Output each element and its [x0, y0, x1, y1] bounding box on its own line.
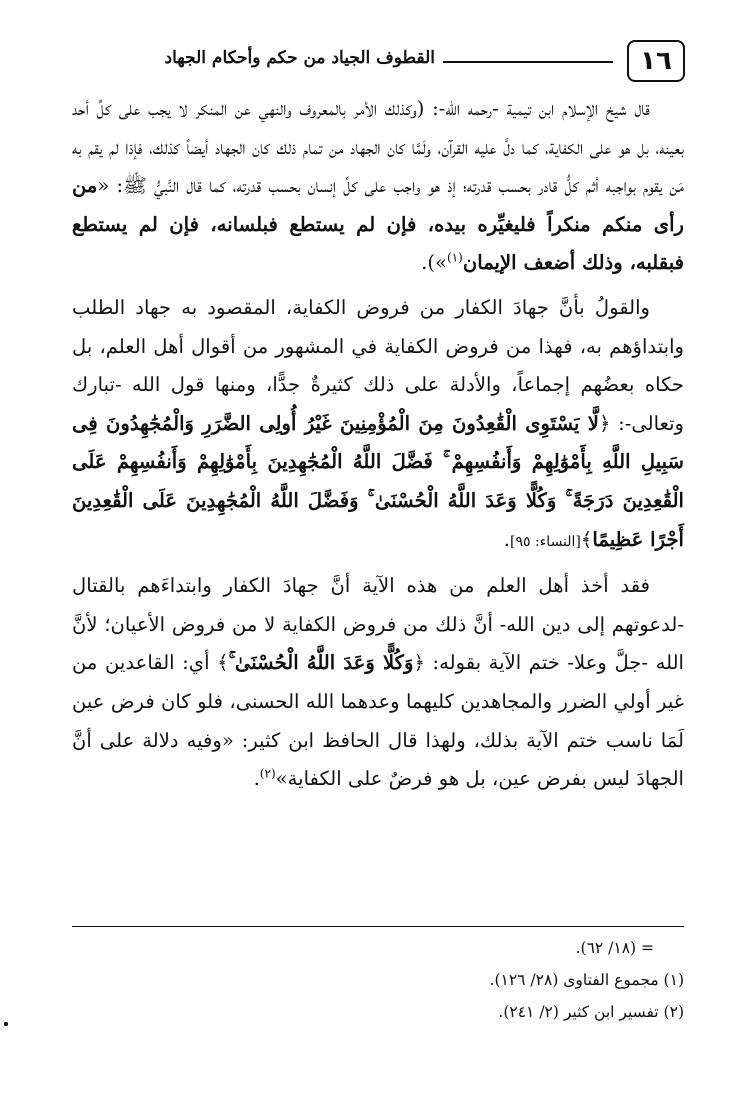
running-title: القطوف الجياد من حكم وأحكام الجهاد — [164, 48, 435, 68]
text-run: والقولُ بأنَّ جهادَ الكفار من فروض الكفاية، المقصود به جهاد الطلب وابتداؤهم به، فهذا من فروض الكفاية في المشهور من أقوال أهل العلم، بل حكاه بعضُهم إجماعاً، والأدلة على ذلك كثيرةٌ جدًّا، ومنها قول الله -تبارك وتعالى-: ﴿ — [72, 295, 684, 435]
paragraph-scholars — [72, 567, 684, 799]
footnotes — [72, 932, 684, 1028]
main-text — [72, 90, 684, 799]
footnote-marker-2: (٢) — [259, 766, 276, 781]
verse-bracket: ﴾ — [580, 527, 593, 551]
footnote-marker-1: (١) — [447, 250, 463, 265]
verse-reference: [النساء: ٩٥] — [510, 533, 581, 550]
header-rule — [443, 61, 613, 63]
text-run: . — [503, 527, 511, 551]
text-run: قال شيخ الإسلام ابن تيمية -رحمه الله-: (وكذلك الأمر بالمعروف والنهي عن المنكر لا يجب على كلِّ أحد بعينه، بل هو على الكفاية، كما دلَّ عليه القرآن، ولَمَّا كان الجهاد من تمام ذلك كان الجهاد أيضاً كذلك، فإذا لم يقم به مَن يقوم بواجبه أثم كلُّ قادر بحسب قدرته؛ إذ هو واجب على كلِّ إنسان بحسب قدرته، كما قال النَّبيُّ ﷺ: « — [72, 97, 684, 198]
margin-dot — [4, 1022, 8, 1026]
text-run: »). — [421, 251, 448, 275]
footnote-1: (١) مجموع الفتاوى (٢٨/ ١٢٦). — [489, 971, 684, 989]
paragraph-ibn-taymiyya — [72, 90, 684, 283]
page-number: ١٦ — [627, 40, 685, 82]
hadith-quote: من رأى منكم منكراً فليغيِّره بيده، فإن لم يستطع فبلسانه، فإن لم يستطع فبقلبه، وذلك أضعف الإيمان — [72, 174, 684, 275]
quran-verse: لَّا يَسْتَوِى الْقَٰعِدُونَ مِنَ الْمُؤْمِنِينَ غَيْرُ أُولِى الضَّرَرِ وَالْمُجَٰهِدُونَ فِى سَبِيلِ اللَّهِ بِأَمْوَٰلِهِمْ وَأَنفُسِهِمْ ۚ فَضَّلَ اللَّهُ الْمُجَٰهِدِينَ بِأَمْوَٰلِهِمْ وَأَنفُسِهِمْ عَلَى الْقَٰعِدِينَ دَرَجَةً ۚ وَكُلًّا وَعَدَ اللَّهُ الْحُسْنَىٰ ۚ وَفَضَّلَ اللَّهُ الْمُجَٰهِدِينَ عَلَى الْقَٰعِدِينَ أَجْرًا عَظِيمًا — [72, 411, 684, 551]
footnote-continuation: = (١٨/ ٦٢). — [575, 939, 654, 957]
text-run: . — [253, 767, 260, 791]
footnote-separator — [72, 926, 684, 927]
footnote-2: (٢) تفسير ابن كثير (٢/ ٢٤١). — [498, 1003, 684, 1021]
paragraph-kifaya — [72, 289, 684, 561]
text-run: ﴾ أي: القاعدين من غير أولي الضرر والمجاهدين كليهما وعدهما الله الحسنى، فلو كان فرض عين لَمَا ناسب ختم الآية بذلك، ولهذا قال الحافظ ابن كثير: «وفيه دلالة على أنَّ الجهادَ ليس بفرض عين، بل هو فرضٌ على الكفاية» — [72, 651, 684, 791]
text-run: فقد أخذ أهل العلم من هذه الآية أنَّ جهادَ الكفار وابتداءَهم بالقتال -لدعوتهم إلى دين الله- أنَّ ذلك من فروض الكفاية لا من فروض الأعيان؛ لأنَّ الله -جلَّ وعلا- ختم الآية بقوله: ﴿ — [72, 574, 684, 675]
page-header — [60, 40, 685, 92]
quran-verse-short: وَكُلًّا وَعَدَ اللَّهُ الْحُسْنَىٰ ۚ — [228, 651, 414, 675]
